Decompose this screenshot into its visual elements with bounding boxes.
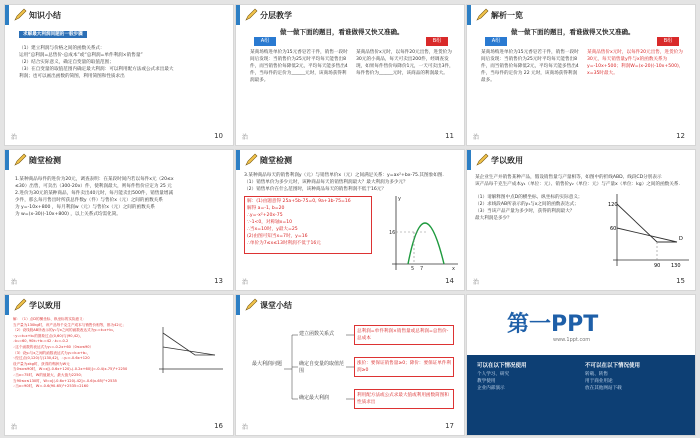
line: 解：(1)由题意得 25a+5b-75=0, 9a+3b-75=16 xyxy=(247,199,351,204)
line: 少件，那么每月售出时所获总件数y（件）与售价x（元）之间的函数关系 xyxy=(15,198,163,203)
tag-a: A组 xyxy=(485,37,507,46)
speaker-glyph: 治 xyxy=(473,279,480,286)
promo-footer xyxy=(467,355,696,436)
speaker-glyph: 治 xyxy=(473,134,480,141)
svg-text:130: 130 xyxy=(671,263,681,269)
line: 运用“总利润=总售价-总成本”或“总利润=单件利润×销售量” xyxy=(19,53,143,58)
line: ∴当x=90时，W=-0.6(90-65)²+2535=2160 xyxy=(13,384,89,389)
line: （2）求线段AB所表示的y₁与x之间的函数表达式； xyxy=(475,202,579,207)
summary-note-1: 总利润=单件利润×销售量或总利润=总售价-总成本 xyxy=(357,329,449,341)
accent-bar xyxy=(5,5,9,25)
tag-b: B组 xyxy=(657,37,679,46)
svg-text:y: y xyxy=(398,196,401,202)
line: 利润；也可以画出函数的简图，利用简图和性质求出 xyxy=(19,74,125,79)
pen-icon xyxy=(475,8,489,22)
pen-icon xyxy=(13,298,27,312)
line: ≤30）出售，可卖出（300-20x）件，使利润最大，则每件售价应定为 25 元 xyxy=(15,184,172,189)
tag-b: B组 xyxy=(426,37,448,46)
slide-header xyxy=(467,150,695,170)
line: ∴单价为7≤x≤13时利润不低于16元 xyxy=(247,241,321,246)
speaker-glyph: 治 xyxy=(11,134,18,141)
page-number: 10 xyxy=(214,132,223,140)
slide-title: 随堂检测 xyxy=(260,156,292,165)
heading: 做一做下面的题目，看谁做得又快又准确。 xyxy=(280,28,404,36)
line: （1）销售单价为多少元时，该种商品每天的销售利润最大？最大利润为多少元？ xyxy=(244,180,408,185)
cannot-list xyxy=(585,371,622,392)
line: 为 w=(x-30)(-10x+800) ，以上关系式均需化简。 xyxy=(15,212,121,217)
logo-site: www.1ppt.com xyxy=(553,337,591,343)
slide-title: 课堂小结 xyxy=(260,301,292,310)
line: （2）设线段AB所表示的y₁与x之间的函数表达式为y₁=k₁x+b₁， xyxy=(13,328,117,333)
svg-text:x: x xyxy=(452,266,455,272)
accent-bar xyxy=(467,150,471,170)
line: （3）当该产品产量为多少时，获得的利润最大？ xyxy=(475,209,575,214)
list-item: 用于商业用途 xyxy=(585,379,613,384)
slide-header xyxy=(5,150,233,170)
line: （2）销售单价在什么范围时，该种商品每天的销售利润不低于16元？ xyxy=(244,187,386,192)
line: ∵-1<0，对称轴x=10 xyxy=(247,220,293,225)
page-number: 11 xyxy=(445,132,454,140)
slide-13[interactable] xyxy=(4,149,234,291)
line: 解：（1）点D的横坐标、纵坐标的实际意义： xyxy=(13,317,87,321)
slide-11[interactable] xyxy=(235,4,465,146)
line: 该产品每千克生产成本y₁（单位：元）、销售价y₂（单位：元）与产量x（单位：kg）之间的函数关系. xyxy=(475,182,680,187)
column-b-text: 某商品售价x元时，以每件20元出售，进货价为30元的小商品，每天可卖出200件，经调查发现，如果每件售价每降价1元，一天可卖出3件，每件售价为______元时，该商品的利润最大。 xyxy=(356,50,454,76)
page-number: 17 xyxy=(445,422,454,430)
accent-bar xyxy=(467,5,471,25)
summary-step-2: 确定自变量的取值范围 xyxy=(299,361,345,374)
can-title: 可以在以下情况使用 xyxy=(477,363,527,369)
slide-17[interactable] xyxy=(235,294,465,436)
line: 当0≤x≤90时，W=x[(-0.6x+120)-(-0.2x+60)]=-0.4(x-75)²+2250 xyxy=(13,367,128,372)
speaker-glyph: 治 xyxy=(242,279,249,286)
line: 当产量为130kg时，该产品每千克生产成本与销售价相等，都为42元； xyxy=(13,322,126,327)
svg-text:120: 120 xyxy=(608,202,618,208)
slide-header xyxy=(236,150,464,170)
logo-area xyxy=(467,295,696,355)
line: 解得 a=-1, b=20 xyxy=(247,206,285,211)
content-lines xyxy=(475,174,689,188)
slide-header xyxy=(5,295,233,315)
column-a-text: 某商场购进单价为15元香皂若干件，销售一段时间后发现：当销售价为25元时平均每天能售出8件，而当销售价每降低2元，平均每天能多售出4件，当每件的定价为______元时，该商场获得利润最多。 xyxy=(250,50,348,83)
slide-16[interactable] xyxy=(4,294,234,436)
can-list xyxy=(477,371,509,392)
summary-step-3: 确定最大利润 xyxy=(299,395,330,401)
logo-text: 第一PPT xyxy=(507,312,599,337)
column-b-text: 某商品售价x元时，以每件20元出售，进货价为30元，每天销售量y件与x的函数关系为 y=-10x+500；利润W=(x-20)(-10x+500)，x=35时最大。 xyxy=(587,50,684,76)
line: 最大利润是多少？ xyxy=(475,216,512,221)
subtitle-banner: 求解最大利润问题的一般步骤 xyxy=(19,31,87,38)
svg-text:60: 60 xyxy=(610,226,617,232)
line: 为 y=-10x+800 ，每月利润w（元）与售价x（元）之间的函数关系 xyxy=(15,205,155,210)
accent-bar xyxy=(5,295,9,315)
summary-step-1: 建立函数关系式 xyxy=(299,331,335,337)
line: 3.某种商品每天的销售利润y（元）与销售单价x（元）之间满足关系：y=ax²+bx-75.其图象如图. xyxy=(244,173,444,178)
line: (2)由图可知当x=7时，y=16 xyxy=(247,234,308,239)
summary-note-3: 利用配方法或公式求最大值或利用函数简图和性质求出 xyxy=(357,393,449,405)
line: ∴这个函数的表达式为y₁=-0.2x+60（0≤x≤90） xyxy=(13,344,94,349)
accent-bar xyxy=(236,150,240,170)
page-number: 13 xyxy=(214,277,223,285)
slide-15[interactable] xyxy=(466,149,696,291)
slide-title: 解析一览 xyxy=(491,11,523,20)
cannot-title: 不可以在以下情况使用 xyxy=(585,363,641,369)
pen-icon xyxy=(13,8,27,22)
slide-header xyxy=(5,5,233,25)
pen-icon xyxy=(13,153,27,167)
summary-root: 最大利润问题 xyxy=(251,361,282,367)
slide-header xyxy=(236,5,464,25)
line: ∴y=-x²+20x-75 xyxy=(247,213,283,218)
line: 某企业生产并销售某种产品，假设销售量与产量相等，如图中的折线ABD、线段CD分别表示 xyxy=(475,175,662,180)
line: 1.某种商品每件的进价为20元，调查表明：在某段时间内若以每件x元（20≤x xyxy=(15,177,174,182)
line: （3）设y₂与x之间的函数表达式为y₂=k₂x+b₂， xyxy=(13,350,91,355)
line: （3）在自变量的取值范围内确定最大利润：可以利用配方法或公式求出最大 xyxy=(19,67,174,72)
page-number: 14 xyxy=(445,277,454,285)
page-number: 16 xyxy=(214,422,223,430)
question-lines xyxy=(475,194,605,222)
line: （1）建立利润与价格之间的函数关系式： xyxy=(19,46,105,51)
column-a-text: 某商场购进单价为15元香皂若干件，销售一段时间后发现：当销售价为25元时平均每天能售出8件，而当销售价每降低2元，平均每天能多售出4件，当每件的定价为 22 元时，该商场获得利润最多。 xyxy=(481,50,579,83)
slide-title: 分层教学 xyxy=(260,11,292,20)
svg-text:7: 7 xyxy=(420,266,424,272)
slide-14[interactable] xyxy=(235,149,465,291)
pen-icon xyxy=(244,153,258,167)
content-lines xyxy=(15,176,227,218)
accent-bar xyxy=(5,150,9,170)
line: 2.进价为30元的某种商品，每件卖出40元时，每月能卖出500件，销售量增减 xyxy=(15,191,174,196)
list-item: 企业内部演示 xyxy=(477,386,505,391)
line: ∴当x=10时，y最大=25 xyxy=(247,227,298,232)
page-number: 12 xyxy=(676,132,685,140)
slide-title: 知识小结 xyxy=(29,11,61,20)
slide-title: 学以致用 xyxy=(491,156,523,165)
slide-10[interactable] xyxy=(4,4,234,146)
slide-title: 学以致用 xyxy=(29,301,61,310)
line: ∴b₁=60, 90k₁+b₁=42 ∴k₁=-0.2 xyxy=(13,339,69,344)
line: ∵经过点(0,120)与(130,42)，∴y₂=-0.6x+120 xyxy=(13,356,90,361)
svg-text:90: 90 xyxy=(654,263,661,269)
list-item: 转载、转售 xyxy=(585,372,608,377)
pen-icon xyxy=(475,153,489,167)
line: 设产量为xkg时，获得的利润为W元 xyxy=(13,361,70,366)
slide-title: 随堂检测 xyxy=(29,156,61,165)
content-lines xyxy=(244,172,459,193)
svg-text:5: 5 xyxy=(411,266,415,272)
summary-note-2: 涨价：要保证销售量≥0；降价：要保证单件利润≥0 xyxy=(357,361,452,373)
parabola-graph xyxy=(386,192,460,272)
list-item: 教学使用 xyxy=(477,379,496,384)
tag-a: A组 xyxy=(254,37,276,46)
mini-graph xyxy=(155,325,225,375)
line: 当90≤x≤130时，W=x[(-0.6x+120)-42]=-0.6(x-65)²+2535 xyxy=(13,378,117,383)
line: （1）请解释图中点D的横坐标、纵坐标的实际意义； xyxy=(475,195,583,200)
svg-text:D: D xyxy=(679,236,683,242)
accent-bar xyxy=(236,5,240,25)
speaker-glyph: 治 xyxy=(242,424,249,431)
line: ∵y₁=k₁x+b₁的图象过点(0,60)与(90,42)， xyxy=(13,333,84,338)
line: （2）结合实际意义，确定自变量的取值范围； xyxy=(19,60,114,65)
cost-graph xyxy=(607,190,691,270)
pen-icon xyxy=(244,8,258,22)
heading: 做一做下面的题目，看谁做得又快又准确。 xyxy=(511,28,635,36)
content-lines xyxy=(19,45,224,80)
slide-header xyxy=(467,5,695,25)
list-item: 个人学习、研究 xyxy=(477,372,510,377)
slide-12[interactable] xyxy=(466,4,696,146)
speaker-glyph: 治 xyxy=(242,134,249,141)
svg-text:16: 16 xyxy=(389,230,396,236)
speaker-glyph: 治 xyxy=(11,424,18,431)
slide-promo[interactable] xyxy=(466,294,696,436)
solution-lines xyxy=(247,198,371,247)
speaker-glyph: 治 xyxy=(11,279,18,286)
list-item: 放在其他网站下载 xyxy=(585,386,622,391)
page-number: 15 xyxy=(676,277,685,285)
line: ∴当x=75时，W的值最大，最大值为2250； xyxy=(13,372,85,377)
